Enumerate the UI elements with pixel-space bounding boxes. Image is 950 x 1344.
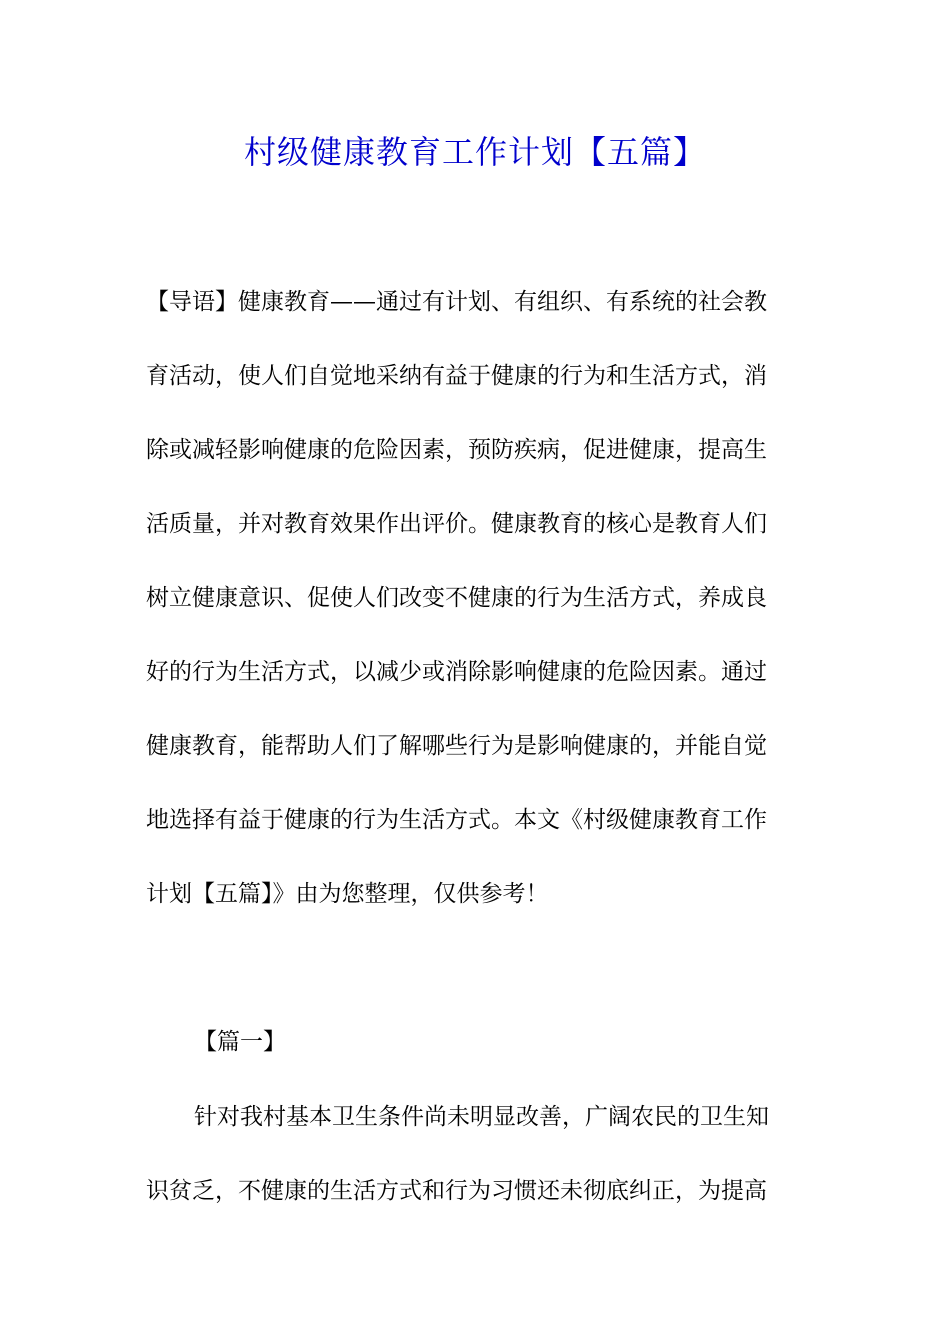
text-line: 针对我村基本卫生条件尚未明显改善，广阔农民的卫生知 bbox=[194, 1104, 769, 1130]
section-paragraph bbox=[146, 1096, 806, 1244]
text-line: 【导语】健康教育——通过有计划、有组织、有系统的社会教 bbox=[146, 289, 767, 315]
text-line: 活质量，并对教育效果作出评价。健康教育的核心是教育人们 bbox=[146, 511, 767, 537]
text-line: 计划【五篇】》由为您整理，仅供参考！ bbox=[146, 881, 549, 907]
document-title: 村级健康教育工作计划【五篇】 bbox=[243, 133, 706, 171]
text-line: 树立健康意识、促使人们改变不健康的行为生活方式，养成良 bbox=[146, 585, 767, 611]
section-heading: 【篇一】 bbox=[194, 1029, 286, 1055]
intro-paragraph bbox=[146, 281, 806, 947]
text-line: 健康教育，能帮助人们了解哪些行为是影响健康的，并能自觉 bbox=[146, 733, 767, 759]
text-line: 除或减轻影响健康的危险因素，预防疾病，促进健康，提高生 bbox=[146, 437, 767, 463]
text-line: 好的行为生活方式，以减少或消除影响健康的危险因素。通过 bbox=[146, 659, 767, 685]
text-line: 地选择有益于健康的行为生活方式。本文《村级健康教育工作 bbox=[146, 807, 767, 833]
text-line: 育活动，使人们自觉地采纳有益于健康的行为和生活方式，消 bbox=[146, 363, 767, 389]
text-line: 识贫乏，不健康的生活方式和行为习惯还未彻底纠正，为提高 bbox=[146, 1178, 767, 1204]
